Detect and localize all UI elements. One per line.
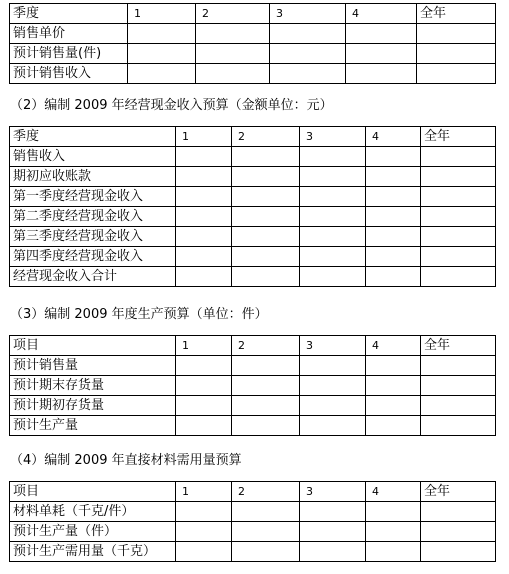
value-cell <box>128 64 196 84</box>
row-label: 期初应收账款 <box>10 167 176 187</box>
value-cell <box>300 416 366 436</box>
value-cell <box>128 44 196 64</box>
table-row <box>10 207 496 227</box>
value-cell <box>300 147 366 167</box>
value-cell <box>300 207 366 227</box>
row-label: 第四季度经营现金收入 <box>10 247 176 267</box>
value-cell <box>417 44 496 64</box>
value-cell <box>421 247 496 267</box>
table-row <box>10 502 496 522</box>
value-cell <box>232 416 300 436</box>
value-cell <box>421 207 496 227</box>
value-cell <box>300 376 366 396</box>
value-cell <box>366 147 421 167</box>
row-label: 销售单价 <box>10 24 128 44</box>
value-cell <box>300 396 366 416</box>
value-cell <box>366 247 421 267</box>
row-label: 预计生产量 <box>10 416 176 436</box>
row-label: 预计期末存货量 <box>10 376 176 396</box>
value-cell <box>421 267 496 287</box>
value-cell <box>421 416 496 436</box>
value-cell <box>232 267 300 287</box>
value-cell <box>346 44 417 64</box>
value-cell <box>421 396 496 416</box>
value-cell <box>300 522 366 542</box>
table-header-row <box>10 127 496 147</box>
value-cell <box>366 227 421 247</box>
table-row <box>10 522 496 542</box>
value-cell <box>300 187 366 207</box>
value-cell <box>300 167 366 187</box>
value-cell <box>176 376 232 396</box>
header-cell: 3 <box>300 482 366 502</box>
value-cell <box>232 542 300 562</box>
value-cell <box>366 396 421 416</box>
header-cell: 3 <box>300 336 366 356</box>
header-cell: 4 <box>346 4 417 24</box>
header-cell: 4 <box>366 336 421 356</box>
header-cell: 3 <box>270 4 346 24</box>
header-cell: 2 <box>232 482 300 502</box>
value-cell <box>128 24 196 44</box>
row-label: 预计期初存货量 <box>10 396 176 416</box>
table-row <box>10 416 496 436</box>
value-cell <box>300 267 366 287</box>
table-row <box>10 167 496 187</box>
value-cell <box>176 247 232 267</box>
table-row <box>10 64 496 84</box>
value-cell <box>421 167 496 187</box>
row-label: 第三季度经营现金收入 <box>10 227 176 247</box>
header-cell: 全年 <box>421 482 496 502</box>
value-cell <box>346 64 417 84</box>
cash-receipts-budget-table <box>9 126 496 287</box>
value-cell <box>421 227 496 247</box>
material-requirements-table <box>9 481 496 562</box>
value-cell <box>176 416 232 436</box>
header-cell: 2 <box>196 4 270 24</box>
row-label: 预计销售量 <box>10 356 176 376</box>
value-cell <box>366 522 421 542</box>
production-budget-table <box>9 335 496 436</box>
value-cell <box>366 187 421 207</box>
value-cell <box>176 542 232 562</box>
row-label: 第二季度经营现金收入 <box>10 207 176 227</box>
header-cell: 季度 <box>10 4 128 24</box>
table-row <box>10 147 496 167</box>
value-cell <box>270 44 346 64</box>
value-cell <box>196 24 270 44</box>
value-cell <box>176 502 232 522</box>
value-cell <box>196 44 270 64</box>
table-row <box>10 187 496 207</box>
row-label: 材料单耗（千克/件） <box>10 502 176 522</box>
value-cell <box>232 207 300 227</box>
value-cell <box>421 187 496 207</box>
table-row <box>10 24 496 44</box>
value-cell <box>366 207 421 227</box>
table-row <box>10 396 496 416</box>
table-row <box>10 44 496 64</box>
header-cell: 2 <box>232 127 300 147</box>
value-cell <box>300 227 366 247</box>
value-cell <box>300 502 366 522</box>
table-row <box>10 267 496 287</box>
value-cell <box>176 167 232 187</box>
table-header-row <box>10 482 496 502</box>
row-label: 预计生产量（件） <box>10 522 176 542</box>
value-cell <box>176 147 232 167</box>
value-cell <box>346 24 417 44</box>
value-cell <box>300 247 366 267</box>
value-cell <box>232 356 300 376</box>
row-label: 预计销售收入 <box>10 64 128 84</box>
section-caption: （3）编制 2009 年度生产预算（单位：件） <box>10 307 268 322</box>
table-row <box>10 227 496 247</box>
header-cell: 3 <box>300 127 366 147</box>
value-cell <box>232 522 300 542</box>
row-label: 销售收入 <box>10 147 176 167</box>
value-cell <box>421 147 496 167</box>
header-cell: 全年 <box>421 336 496 356</box>
value-cell <box>366 502 421 522</box>
value-cell <box>421 522 496 542</box>
value-cell <box>176 207 232 227</box>
header-cell: 项目 <box>10 482 176 502</box>
row-label: 预计销售量(件) <box>10 44 128 64</box>
value-cell <box>421 542 496 562</box>
table-row <box>10 247 496 267</box>
value-cell <box>232 376 300 396</box>
value-cell <box>232 502 300 522</box>
value-cell <box>366 356 421 376</box>
value-cell <box>366 416 421 436</box>
value-cell <box>417 64 496 84</box>
value-cell <box>366 167 421 187</box>
value-cell <box>300 356 366 376</box>
value-cell <box>232 227 300 247</box>
value-cell <box>176 227 232 247</box>
header-cell: 全年 <box>421 127 496 147</box>
value-cell <box>270 64 346 84</box>
value-cell <box>366 267 421 287</box>
header-cell: 1 <box>176 482 232 502</box>
table-row <box>10 356 496 376</box>
value-cell <box>196 64 270 84</box>
value-cell <box>176 267 232 287</box>
table-row <box>10 542 496 562</box>
value-cell <box>176 356 232 376</box>
row-label: 第一季度经营现金收入 <box>10 187 176 207</box>
value-cell <box>176 522 232 542</box>
header-cell: 项目 <box>10 336 176 356</box>
value-cell <box>176 396 232 416</box>
header-cell: 4 <box>366 482 421 502</box>
header-cell: 1 <box>176 127 232 147</box>
row-label: 经营现金收入合计 <box>10 267 176 287</box>
value-cell <box>232 247 300 267</box>
row-label: 预计生产需用量（千克） <box>10 542 176 562</box>
table-header-row <box>10 4 496 24</box>
header-cell: 1 <box>176 336 232 356</box>
value-cell <box>176 187 232 207</box>
value-cell <box>366 376 421 396</box>
value-cell <box>417 24 496 44</box>
header-cell: 1 <box>128 4 196 24</box>
value-cell <box>232 147 300 167</box>
sales-budget-table <box>9 3 496 84</box>
header-cell: 2 <box>232 336 300 356</box>
value-cell <box>421 376 496 396</box>
value-cell <box>270 24 346 44</box>
table-header-row <box>10 336 496 356</box>
table-row <box>10 376 496 396</box>
section-caption: （4）编制 2009 年直接材料需用量预算 <box>10 453 242 468</box>
value-cell <box>421 356 496 376</box>
value-cell <box>232 167 300 187</box>
value-cell <box>232 187 300 207</box>
header-cell: 全年 <box>417 4 496 24</box>
value-cell <box>366 542 421 562</box>
header-cell: 季度 <box>10 127 176 147</box>
value-cell <box>300 542 366 562</box>
value-cell <box>232 396 300 416</box>
value-cell <box>421 502 496 522</box>
header-cell: 4 <box>366 127 421 147</box>
section-caption: （2）编制 2009 年经营现金收入预算（金额单位：元） <box>10 98 333 113</box>
